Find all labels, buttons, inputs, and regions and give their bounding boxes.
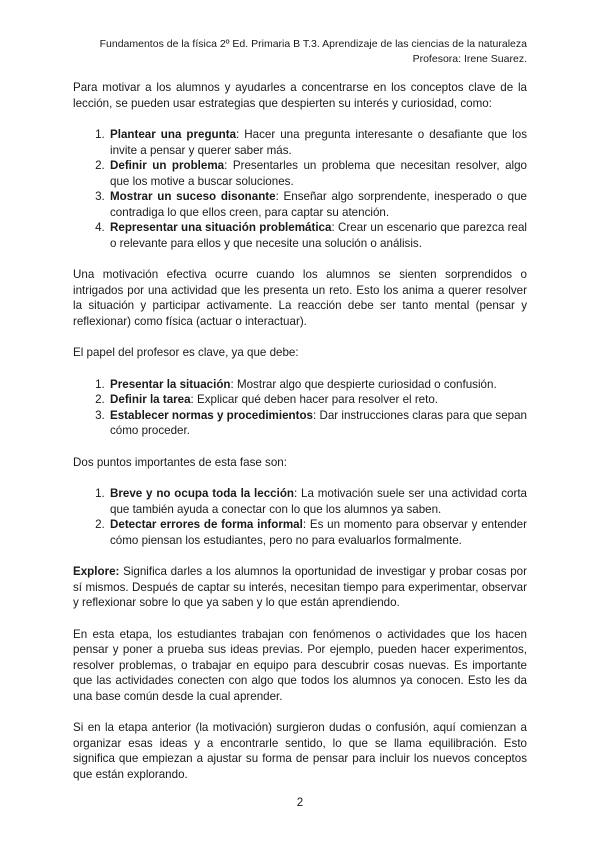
- list-item-text: : La motivación suele ser una actividad corta que también ayuda a conectar con lo que los alumnos ya saben.: [110, 487, 528, 516]
- list-item-term: Mostrar un suceso disonante: [110, 190, 276, 203]
- strategies-list: [73, 127, 527, 251]
- list-item-text: : Crear un escenario que parezca real o relevante para ellos y que necesite una solución o análisis.: [110, 221, 527, 250]
- list-item-term: Breve y no ocupa toda la lección: [110, 487, 295, 500]
- equilibration-paragraph: Si en la etapa anterior (la motivación) surgieron dudas o confusión, aquí comienzan a organizar esas ideas y a encontrarle sentido, lo que se llama equilibración. Esto significa que empiezan a ajustar su forma de pensar para incluir los nuevos conceptos que están explorando.: [73, 721, 527, 781]
- list-item: [108, 158, 527, 189]
- list-item: [108, 517, 527, 548]
- list-item: [108, 127, 527, 158]
- list-item-term: Establecer normas y procedimientos: [110, 408, 313, 422]
- list-item-term: Definir un problema: [110, 159, 225, 172]
- list-item-text: : Explicar qué deben hacer para resolver el reto.: [190, 393, 439, 406]
- list-item-text: : Hacer una pregunta interesante o desafiante que los invite a pensar y querer saber más.: [110, 128, 528, 157]
- list-item-text: : Dar instrucciones claras para que sepan cómo proceder.: [110, 408, 528, 437]
- teacher-intro-paragraph: El papel del profesor es clave, ya que debe:: [73, 346, 299, 359]
- page-body: [73, 80, 527, 798]
- explore-term: Explore:: [73, 565, 120, 578]
- list-item-text: : Mostrar algo que despierte curiosidad o confusión.: [230, 377, 497, 391]
- list-item: [108, 377, 527, 393]
- list-item: [108, 392, 527, 408]
- points-list: [73, 486, 527, 548]
- list-item: [108, 189, 527, 220]
- list-item: [108, 220, 527, 251]
- teacher-roles-list: [73, 377, 527, 439]
- header-course-line: Fundamentos de la física 2º Ed. Primaria B T.3. Aprendizaje de las ciencias de la naturaleza: [99, 38, 527, 50]
- header-teacher-line: Profesora: Irene Suarez.: [412, 53, 527, 65]
- explore-paragraph: [73, 564, 527, 611]
- explore-text: Significa darles a los alumnos la oportunidad de investigar y probar cosas por sí mismos. Después de captar su interés, necesitan tiempo para experimentar, observar y reflexionar sobre lo que ya saben y lo que están aprendiendo.: [73, 565, 527, 609]
- list-item-term: Presentar la situación: [110, 377, 231, 391]
- list-item-text: : Presentarles un problema que necesitan resolver, algo que los motive a buscar soluciones.: [110, 159, 527, 188]
- points-intro-paragraph: Dos puntos importantes de esta fase son:: [73, 455, 287, 469]
- list-item-text: : Es un momento para observar y entender cómo piensan los estudiantes, pero no para evaluarlos formalmente.: [110, 518, 527, 547]
- list-item-term: Representar una situación problemática: [110, 221, 332, 234]
- list-item: [108, 408, 527, 439]
- motivation-paragraph: Una motivación efectiva ocurre cuando los alumnos se sienten sorprendidos o intrigados por una actividad que les presenta un reto. Esto los anima a querer resolver la situación y participar activamente. La reacción debe ser tanto mental (pensar y reflexionar) como física (actuar o interactuar).: [73, 268, 527, 328]
- list-item-text: : Enseñar algo sorprendente, inesperado o que contradiga lo que ellos creen, para captar su atención.: [110, 190, 527, 219]
- stage-paragraph: En esta etapa, los estudiantes trabajan con fenómenos o actividades que los hacen pensar y poner a prueba sus ideas previas. Por ejemplo, pueden hacer experimentos, resolver problemas, o trabajar en equipo para descubrir cosas nuevas. Es importante que las actividades conecten con algo que todos los alumnos ya conocen. Esto les da una base común desde la cual aprender.: [73, 627, 527, 703]
- list-item-term: Detectar errores de forma informal: [110, 518, 303, 531]
- page-header: [67, 37, 527, 67]
- list-item-term: Plantear una pregunta: [110, 128, 237, 141]
- list-item: [108, 486, 527, 517]
- list-item-term: Definir la tarea: [110, 393, 191, 406]
- intro-paragraph: Para motivar a los alumnos y ayudarles a concentrarse en los conceptos clave de la lección, se pueden usar estrategias que despierten su interés y curiosidad, como:: [73, 81, 527, 110]
- page-number: 2: [296, 797, 304, 809]
